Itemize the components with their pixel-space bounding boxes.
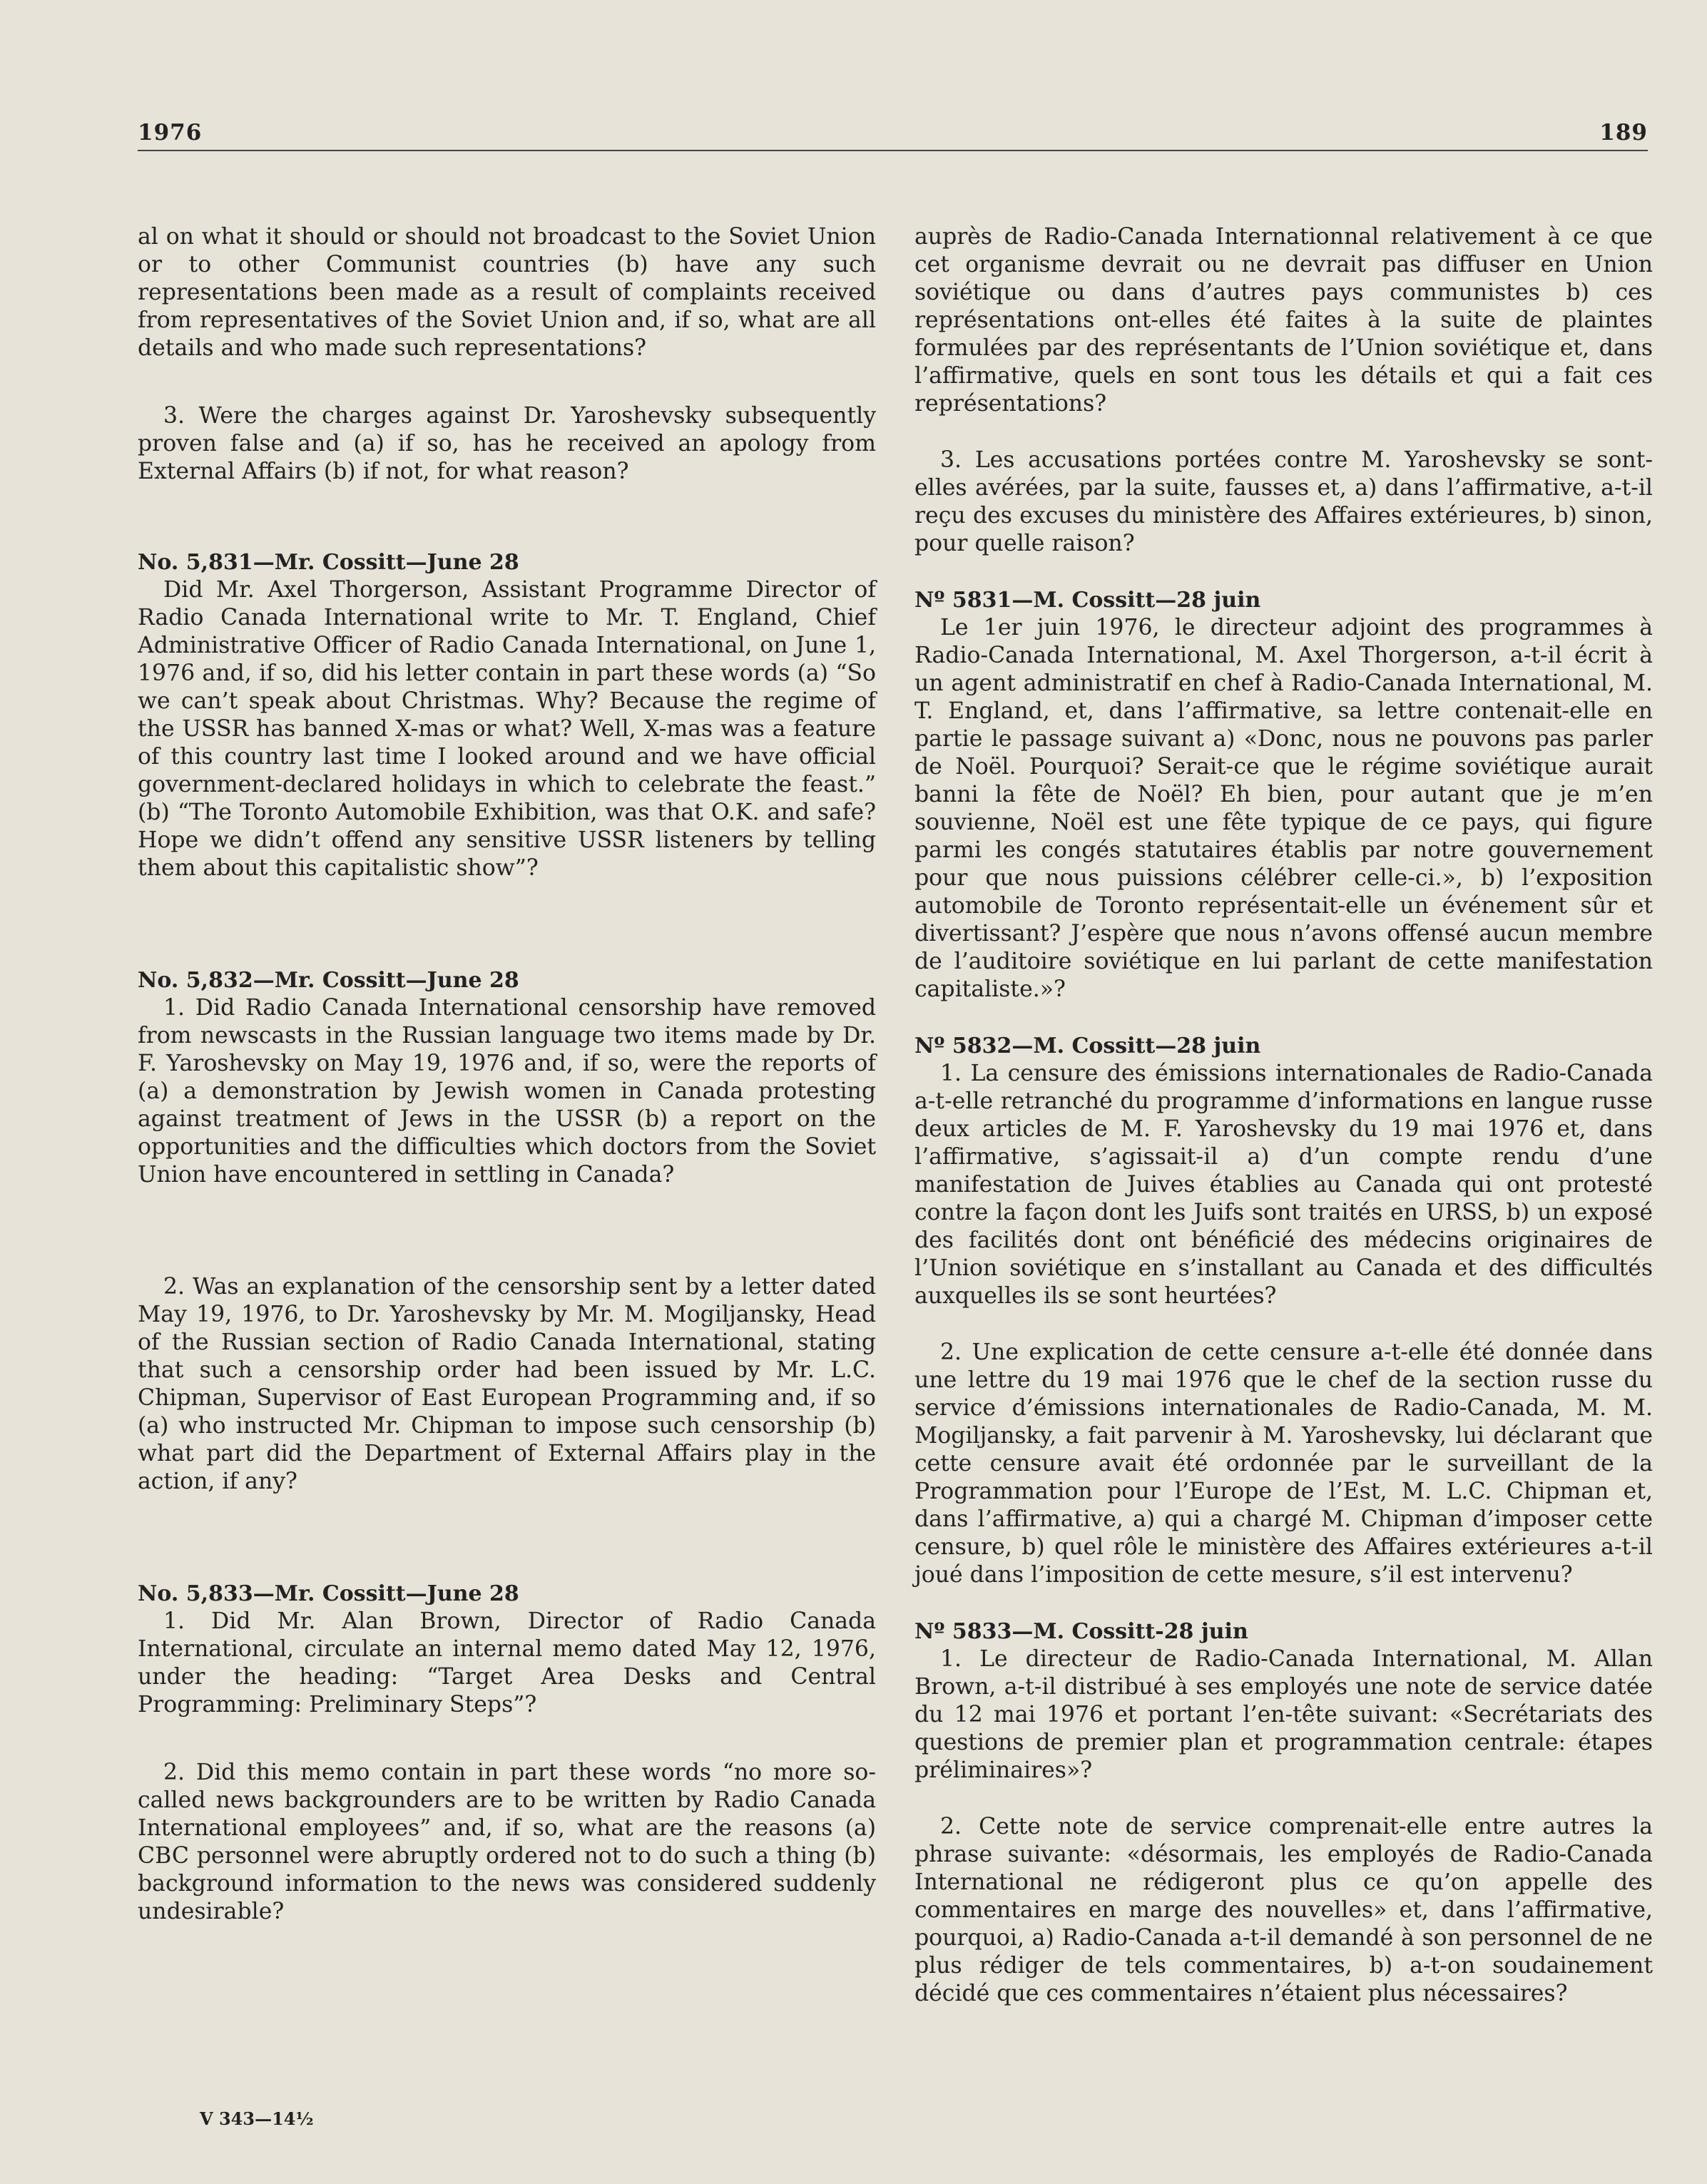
- page-number: 189: [1599, 120, 1648, 146]
- print-code: V 343—14½: [200, 2108, 314, 2129]
- page-header: [138, 107, 1648, 151]
- question-5832-part-2-fr: 2. Une explication de cette censure a-t-elle été donnée dans une lettre du 19 mai 1976 que le chef de la section russe du service d’émissions internationales de Radio-Canada, M. M. Mogiljansky, a fait parvenir à M. Yaroshevsky, lui déclarant que cette censure avait été ordonnée par le surveillant de la Programmation pour l’Europe de l’Est, M. L.C. Chipman et, dans l’affirmative, a) qui a chargé M. Chipman d’imposer cette censure, b) quel rôle le ministère des Affaires extérieures a-t-il joué dans l’imposition de cette mesure, s’il est intervenu?: [914, 1340, 1653, 1588]
- question-5832-part-1: 1. Did Radio Canada International censorship have removed from newscasts in the Russian language two items made by Dr. F. Yaroshevsky on May 19, 1976 and, if so, were the reports of (a) a demonstration by Jewish women in Canada protesting against treatment of Jews in the USSR (b) a report on the opportunities and the difficulties which doctors from the Soviet Union have encountered in settling in Canada?: [138, 995, 876, 1188]
- question-5833-heading-fr: Nº 5833—M. Cossitt-28 juin: [914, 1619, 1248, 1644]
- question-5832-heading-fr: Nº 5832—M. Cossitt—28 juin: [914, 1034, 1261, 1058]
- continued-paragraph-fr: auprès de Radio-Canada Internationnal relativement à ce que cet organisme devrait ou ne devrait pas diffuser en Union soviétique ou dans d’autres pays communistes b) ces représentations ont-elles été faites à la suite de plaintes formulées par des représentants de l’Union soviétique et, dans l’affirmative, quels en sont tous les détails et qui a fait ces représentations?: [914, 224, 1653, 417]
- header-year: 1976: [138, 120, 203, 146]
- question-5832-part-2: 2. Was an explanation of the censorship sent by a letter dated May 19, 1976, to Dr. Yaroshevsky by Mr. M. Mogiljansky, Head of the Russian section of Radio Canada International, stating that such a censorship order had been issued by Mr. L.C. Chipman, Supervisor of East European Programming and, if so (a) who instructed Mr. Chipman to impose such censorship (b) what part did the Department of External Affairs play in the action, if any?: [138, 1274, 876, 1494]
- english-column: [138, 223, 876, 1926]
- question-5831-text-fr: Le 1er juin 1976, le directeur adjoint des programmes à Radio-Canada International, M. Axel Thorgerson, a-t-il écrit à un agent administratif en chef à Radio-Canada International, M. T. England, et, dans l’affirmative, sa lettre contenait-elle en partie le passage suivant a) «Donc, nous ne pouvons pas parler de Noël. Pourquoi? Serait-ce que le régime soviétique aurait banni la fête de Noël? Eh bien, pour autant que je m’en souvienne, Noël est une fête typique de ce pays, qui figure parmi les congés statutaires établis par notre gouvernement pour que nous puissions célébrer celle-ci.», b) l’exposition automobile de Toronto représentait-elle un événement sûr et divertissant? J’espère que nous n’avons offensé aucun membre de l’auditoire soviétique en lui parlant de cette manifestation capitaliste.»?: [914, 615, 1653, 1002]
- question-3-paragraph: 3. Were the charges against Dr. Yaroshevsky subsequently proven false and (a) if so, has he received an apology from External Affairs (b) if not, for what reason?: [138, 403, 876, 484]
- question-5831-text: Did Mr. Axel Thorgerson, Assistant Programme Director of Radio Canada International write to Mr. T. England, Chief Administrative Officer of Radio Canada International, on June 1, 1976 and, if so, did his letter contain in part these words (a) “So we can’t speak about Christmas. Why? Because the regime of the USSR has banned X-mas or what? Well, X-mas was a feature of this country last time I looked around and we have official government-declared holidays in which to celebrate the feast.” (b) “The Toronto Automobile Exhibition, was that O.K. and safe? Hope we didn’t offend any sensitive USSR listeners by telling them about this capitalistic show”?: [138, 577, 876, 881]
- question-5833-part-1-fr: 1. Le directeur de Radio-Canada International, M. Allan Brown, a-t-il distribué à ses employés une note de service datée du 12 mai 1976 et portant l’en-tête suivant: «Secrétariats des questions de premier plan et programmation centrale: étapes préliminaires»?: [914, 1646, 1653, 1783]
- question-5832-part-1-fr: 1. La censure des émissions internationales de Radio-Canada a-t-elle retranché du programme d’informations en langue russe deux articles de M. F. Yaroshevsky du 19 mai 1976 et, dans l’affirmative, s’agissait-il a) d’un compte rendu d’une manifestation de Juives établies au Canada qui ont protesté contre la façon dont les Juifs sont traités en URSS, b) un exposé des facilités dont ont bénéficié des médecins originaires de l’Union soviétique en s’installant au Canada et des difficultés auxquelles ils se sont heurtées?: [914, 1061, 1653, 1309]
- question-5832-heading: No. 5,832—Mr. Cossitt—June 28: [138, 968, 519, 993]
- continued-paragraph: al on what it should or should not broadcast to the Soviet Union or to other Communist countries (b) have any such representations been made as a result of complaints received from representatives of the Soviet Union and, if so, what are all details and who made such representations?: [138, 224, 876, 361]
- question-5833-heading: No. 5,833—Mr. Cossitt—June 28: [138, 1581, 519, 1606]
- question-5833-part-1: 1. Did Mr. Alan Brown, Director of Radio Canada International, circulate an internal memo dated May 12, 1976, under the heading: “Target Area Desks and Central Programming: Preliminary Steps”?: [138, 1608, 876, 1718]
- question-5831-heading-fr: Nº 5831—M. Cossitt—28 juin: [914, 588, 1261, 613]
- french-column: [914, 223, 1653, 2008]
- question-5833-part-2-fr: 2. Cette note de service comprenait-elle entre autres la phrase suivante: «désormais, les employés de Radio-Canada International ne rédigeront plus ce qu’on appelle des commentaires en marge des nouvelles» et, dans l’affirmative, pourquoi, a) Radio-Canada a-t-il demandé à son personnel de ne plus rédiger de tels commentaires, b) a-t-on soudainement décidé que ces commentaires n’étaient plus nécessaires?: [914, 1814, 1653, 2006]
- question-5831-heading: No. 5,831—Mr. Cossitt—June 28: [138, 550, 519, 575]
- question-3-paragraph-fr: 3. Les accusations portées contre M. Yaroshevsky se sont-elles avérées, par la suite, fausses et, a) dans l’affirmative, a-t-il reçu des excuses du ministère des Affaires extérieures, b) sinon, pour quelle raison?: [914, 447, 1653, 556]
- question-5833-part-2: 2. Did this memo contain in part these words “no more so-called news backgrounders are to be written by Radio Canada International employees” and, if so, what are the reasons (a) CBC personnel were abruptly ordered not to do such a thing (b) background information to the news was considered suddenly undesirable?: [138, 1760, 876, 1924]
